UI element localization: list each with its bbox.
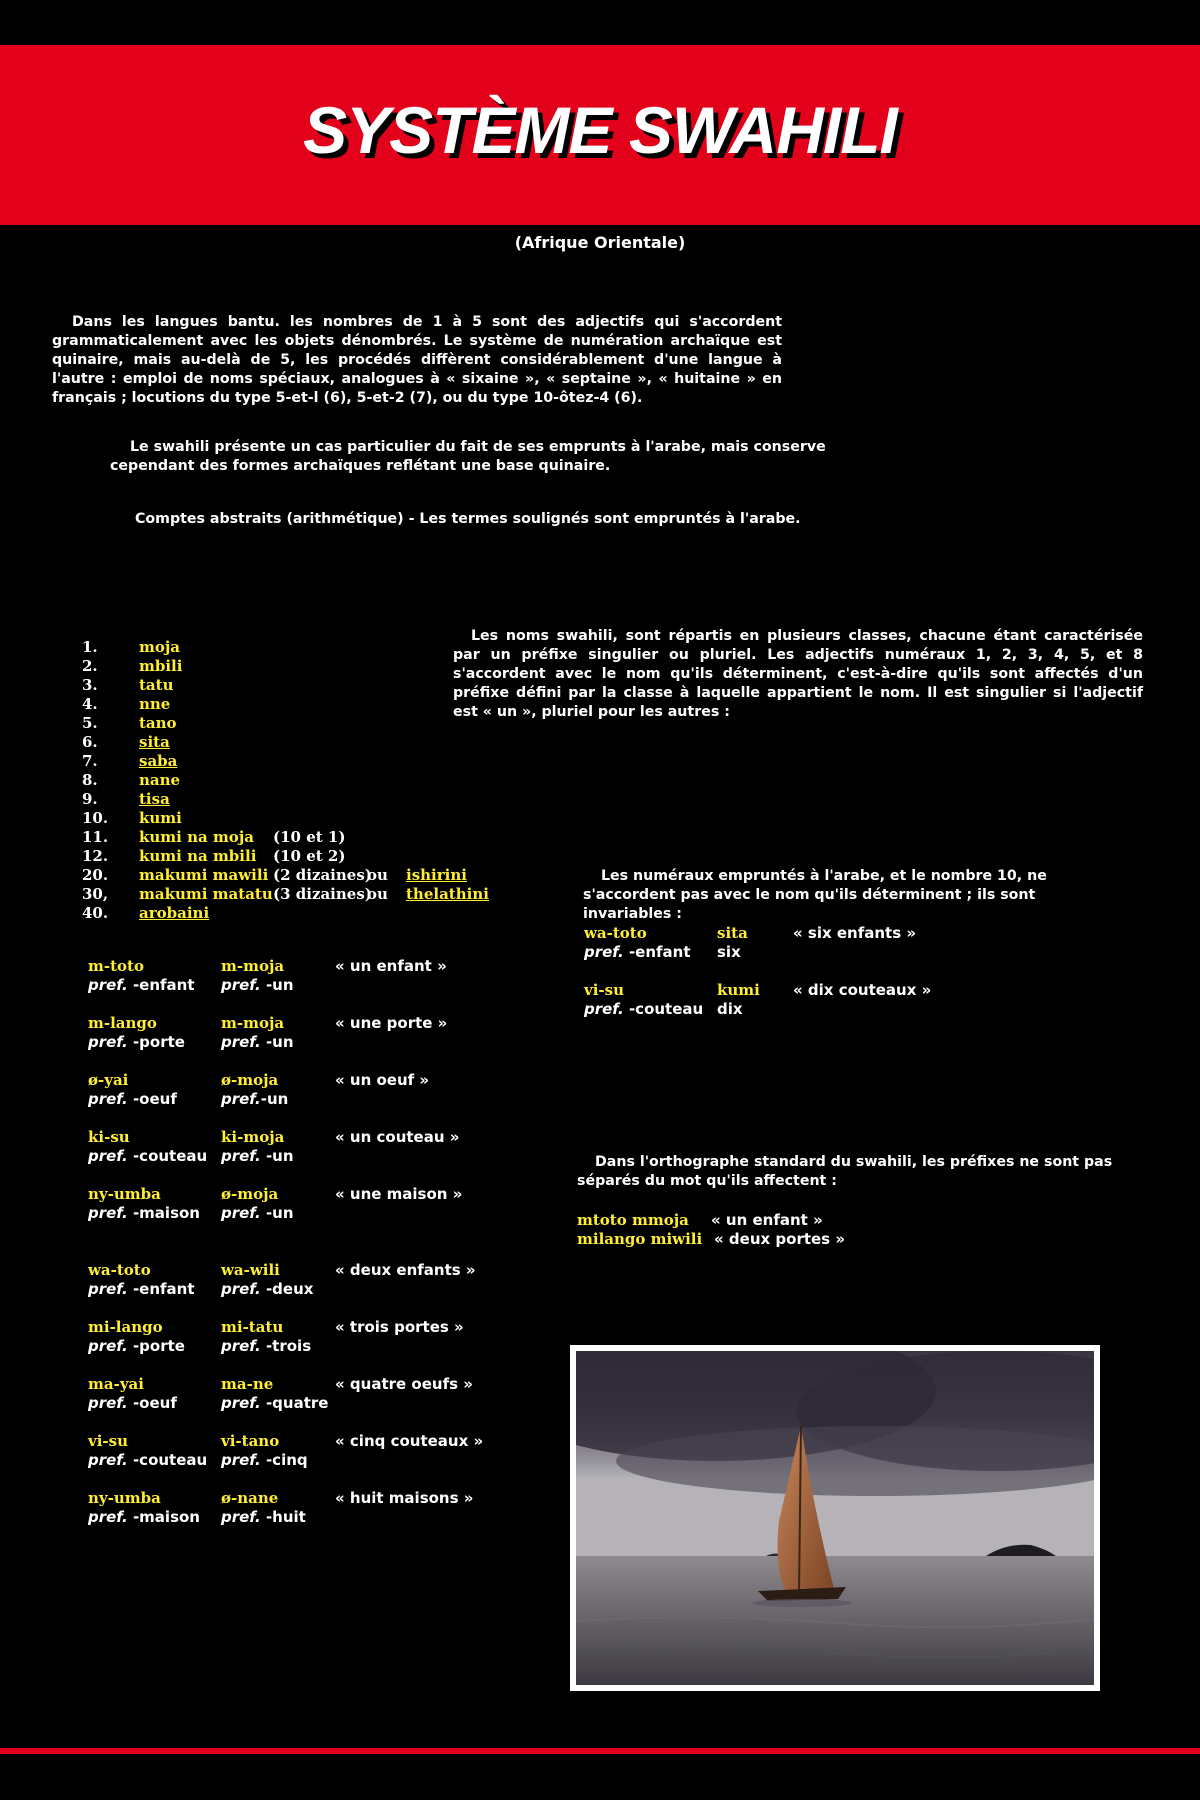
gloss-text: -un — [265, 1033, 294, 1051]
adjective-gloss — [221, 1337, 311, 1355]
intro-paragraph-3: Comptes abstraits (arithmétique) - Les termes soulignés sont empruntés à l'arabe. — [135, 511, 801, 527]
pref-label: pref. — [88, 1147, 128, 1165]
noun-gloss — [88, 976, 195, 994]
number-value: 12. — [82, 847, 109, 865]
pref-label: pref. — [221, 1204, 261, 1222]
number-value: 30, — [82, 885, 109, 903]
prefix-example — [88, 1014, 508, 1054]
gloss-text: -un — [265, 1204, 294, 1222]
swahili-number-word: sita — [139, 733, 170, 751]
pref-label: pref. — [221, 1508, 261, 1526]
swahili-number-word: nne — [139, 695, 171, 713]
adjective-gloss — [221, 1204, 294, 1222]
pref-label: pref. — [221, 1033, 261, 1051]
invariable-number: sita — [717, 924, 748, 942]
number-value: 3. — [82, 676, 98, 694]
adjective-gloss — [221, 1033, 294, 1051]
pref-label: pref. — [88, 1451, 128, 1469]
noun-gloss — [88, 1394, 177, 1412]
pref-label: pref. — [221, 1337, 261, 1355]
invariable-example — [584, 924, 1004, 964]
noun-gloss — [88, 1090, 177, 1108]
bottom-rule — [0, 1748, 1200, 1754]
swahili-number-word: kumi — [139, 809, 182, 827]
adjective-gloss — [221, 1508, 306, 1526]
number-value: 20. — [82, 866, 109, 884]
prefix-example — [88, 1432, 508, 1472]
noun-form: mi-lango — [88, 1318, 163, 1336]
pref-label: pref. — [88, 1090, 128, 1108]
gloss-text: -couteau — [628, 1000, 704, 1018]
adjective-form: ma-ne — [221, 1375, 274, 1393]
pref-label: pref. — [88, 1337, 128, 1355]
number-note: (10 et 2) — [273, 847, 346, 865]
translation: « huit maisons » — [335, 1489, 474, 1507]
swahili-number-word: makumi mawili — [139, 866, 269, 884]
orthography-example — [577, 1211, 997, 1230]
gloss-text: -maison — [132, 1508, 200, 1526]
invariable-number: kumi — [717, 981, 760, 999]
pref-label: pref. — [88, 1033, 128, 1051]
gloss-text: -maison — [132, 1204, 200, 1222]
noun-gloss — [88, 1280, 195, 1298]
pref-label: pref. — [88, 1508, 128, 1526]
adjective-gloss — [221, 1147, 294, 1165]
prefix-example — [88, 1489, 508, 1529]
number-value: 40. — [82, 904, 109, 922]
swahili-number-word: mbili — [139, 657, 183, 675]
number-gloss: dix — [717, 1000, 743, 1018]
adjective-gloss — [221, 976, 294, 994]
noun-form: ny-umba — [88, 1185, 161, 1203]
gloss-text: -enfant — [628, 943, 691, 961]
swahili-number-word: tisa — [139, 790, 170, 808]
swahili-number-word: arobaini — [139, 904, 210, 922]
prefix-example — [88, 1185, 508, 1225]
prefix-example — [88, 1071, 508, 1111]
orthography-paragraph: Dans l'orthographe standard du swahili, les préfixes ne sont pas séparés du mot qu'ils affectent : — [577, 1154, 1113, 1189]
noun-form: ø-yai — [88, 1071, 129, 1089]
noun-gloss — [584, 943, 691, 961]
arabic-alternative: ishirini — [406, 866, 467, 884]
gloss-text: -deux — [265, 1280, 314, 1298]
gloss-text: -enfant — [132, 1280, 195, 1298]
swahili-number-word: kumi na moja — [139, 828, 254, 846]
intro-paragraph-1: Dans les langues bantu. les nombres de 1 à 5 sont des adjectifs qui s'accordent grammaticalement avec les objets dénombrés. Le système de numération archaïque est quinaire, mais au-delà de 5, les procédés diffèrent considérablement d'une langue à l'autre : emploi de noms spéciaux, analogues à « sixaine », « septaine », « huitaine » en français ; locutions du type 5-et-l (6), 5-et-2 (7), ou du type 10-ôtez-4 (6). — [52, 314, 782, 406]
swahili-number-word: makumi matatu — [139, 885, 273, 903]
pref-label: pref. — [584, 1000, 624, 1018]
adjective-gloss — [221, 1451, 308, 1469]
translation: « une maison » — [335, 1185, 463, 1203]
prefix-example — [88, 1261, 508, 1301]
number-value: 2. — [82, 657, 98, 675]
classes-paragraph: Les noms swahili, sont répartis en plusieurs classes, chacune étant caractérisée par un préfixe singulier ou pluriel. Les adjectifs numéraux 1, 2, 3, 4, 5, et 8 s'accordent avec le nom qu'ils déterminent, c'est-à-dire qu'ils sont affectés d'un préfixe défini par la classe à laquelle appartient le nom. Il est singulier si l'adjectif est « un », pluriel pour les autres : — [453, 628, 1143, 720]
page-title: SYSTÈME SWAHILI — [303, 93, 897, 167]
gloss-text: -trois — [265, 1337, 312, 1355]
gloss-text: -couteau — [132, 1147, 208, 1165]
or-label: ou — [367, 885, 388, 903]
noun-gloss — [88, 1451, 207, 1469]
gloss-text: -quatre — [265, 1394, 329, 1412]
adjective-form: ø-moja — [221, 1071, 279, 1089]
gloss-text: -un — [265, 976, 294, 994]
pref-label: pref. — [221, 1280, 261, 1298]
pref-label: pref. — [221, 1394, 261, 1412]
prefix-example — [88, 957, 508, 997]
swahili-number-word: saba — [139, 752, 178, 770]
adjective-form: wa-wili — [221, 1261, 280, 1279]
translation: « dix couteaux » — [793, 981, 932, 999]
swahili-number-word: kumi na mbili — [139, 847, 257, 865]
prefix-example — [88, 1375, 508, 1415]
gloss-text: -cinq — [265, 1451, 308, 1469]
adjective-form: mi-tatu — [221, 1318, 284, 1336]
number-note: (10 et 1) — [273, 828, 346, 846]
gloss-text: -un — [265, 1147, 294, 1165]
gloss-text: -oeuf — [132, 1090, 177, 1108]
noun-form: ny-umba — [88, 1489, 161, 1507]
translation: « six enfants » — [793, 924, 917, 942]
translation: « deux enfants » — [335, 1261, 476, 1279]
number-gloss: six — [717, 943, 741, 961]
noun-form: ma-yai — [88, 1375, 144, 1393]
gloss-text: -oeuf — [132, 1394, 177, 1412]
pref-label: pref. — [88, 1394, 128, 1412]
gloss-text: -huit — [265, 1508, 306, 1526]
pref-label: pref. — [221, 976, 261, 994]
photo-frame — [570, 1345, 1100, 1691]
intro-paragraph-2: Le swahili présente un cas particulier du fait de ses emprunts à l'arabe, mais conserve cependant des formes archaïques reflétant une base quinaire. — [110, 439, 826, 474]
noun-form: m-lango — [88, 1014, 157, 1032]
translation: « quatre oeufs » — [335, 1375, 473, 1393]
adjective-form: m-moja — [221, 957, 285, 975]
invariable-example — [584, 981, 1004, 1021]
dhow-sailboat-photo — [576, 1351, 1094, 1685]
translation: « deux portes » — [714, 1230, 846, 1248]
number-value: 10. — [82, 809, 109, 827]
translation: « une porte » — [335, 1014, 448, 1032]
translation: « un couteau » — [335, 1128, 460, 1146]
adjective-gloss — [221, 1394, 328, 1412]
prefix-example — [88, 1128, 508, 1168]
pref-label: pref. — [88, 976, 128, 994]
pref-label: pref. — [584, 943, 624, 961]
noun-gloss — [88, 1508, 200, 1526]
pref-label: pref. — [221, 1090, 261, 1108]
noun-form: vi-su — [584, 981, 624, 999]
number-note: (2 dizaines) — [273, 866, 372, 884]
swahili-number-word: tatu — [139, 676, 174, 694]
number-value: 7. — [82, 752, 98, 770]
translation: « cinq couteaux » — [335, 1432, 484, 1450]
translation: « un enfant » — [335, 957, 447, 975]
number-note: (3 dizaines) — [273, 885, 372, 903]
noun-gloss — [584, 1000, 703, 1018]
translation: « trois portes » — [335, 1318, 464, 1336]
joined-form: milango miwili — [577, 1230, 703, 1248]
pref-label: pref. — [221, 1147, 261, 1165]
pref-label: pref. — [88, 1204, 128, 1222]
noun-form: wa-toto — [584, 924, 647, 942]
number-value: 4. — [82, 695, 98, 713]
number-value: 5. — [82, 714, 98, 732]
adjective-form: ø-nane — [221, 1489, 279, 1507]
gloss-text: -un — [260, 1090, 289, 1108]
noun-form: m-toto — [88, 957, 144, 975]
gloss-text: -porte — [132, 1033, 185, 1051]
arabic-alternative: thelathini — [406, 885, 489, 903]
invariable-paragraph: Les numéraux empruntés à l'arabe, et le nombre 10, ne s'accordent pas avec le nom qu'ils déterminent ; ils sont invariables : — [583, 868, 1047, 922]
translation: « un enfant » — [711, 1211, 823, 1229]
noun-form: ki-su — [88, 1128, 130, 1146]
number-value: 11. — [82, 828, 109, 846]
adjective-form: vi-tano — [221, 1432, 280, 1450]
adjective-form: ø-moja — [221, 1185, 279, 1203]
gloss-text: -couteau — [132, 1451, 208, 1469]
pref-label: pref. — [88, 1280, 128, 1298]
swahili-number-word: moja — [139, 638, 181, 656]
noun-gloss — [88, 1337, 185, 1355]
adjective-form: ki-moja — [221, 1128, 285, 1146]
swahili-number-word: tano — [139, 714, 177, 732]
adjective-gloss — [221, 1090, 288, 1108]
gloss-text: -porte — [132, 1337, 185, 1355]
adjective-gloss — [221, 1280, 313, 1298]
number-value: 6. — [82, 733, 98, 751]
or-label: ou — [367, 866, 388, 884]
joined-form: mtoto mmoja — [577, 1211, 689, 1229]
noun-gloss — [88, 1147, 207, 1165]
translation: « un oeuf » — [335, 1071, 430, 1089]
orthography-example — [577, 1230, 997, 1249]
prefix-example — [88, 1318, 508, 1358]
adjective-form: m-moja — [221, 1014, 285, 1032]
noun-gloss — [88, 1033, 185, 1051]
noun-gloss — [88, 1204, 200, 1222]
number-value: 1. — [82, 638, 98, 656]
page-subtitle: (Afrique Orientale) — [514, 233, 686, 252]
number-value: 8. — [82, 771, 98, 789]
swahili-number-word: nane — [139, 771, 181, 789]
noun-form: vi-su — [88, 1432, 128, 1450]
pref-label: pref. — [221, 1451, 261, 1469]
gloss-text: -enfant — [132, 976, 195, 994]
number-value: 9. — [82, 790, 98, 808]
noun-form: wa-toto — [88, 1261, 151, 1279]
